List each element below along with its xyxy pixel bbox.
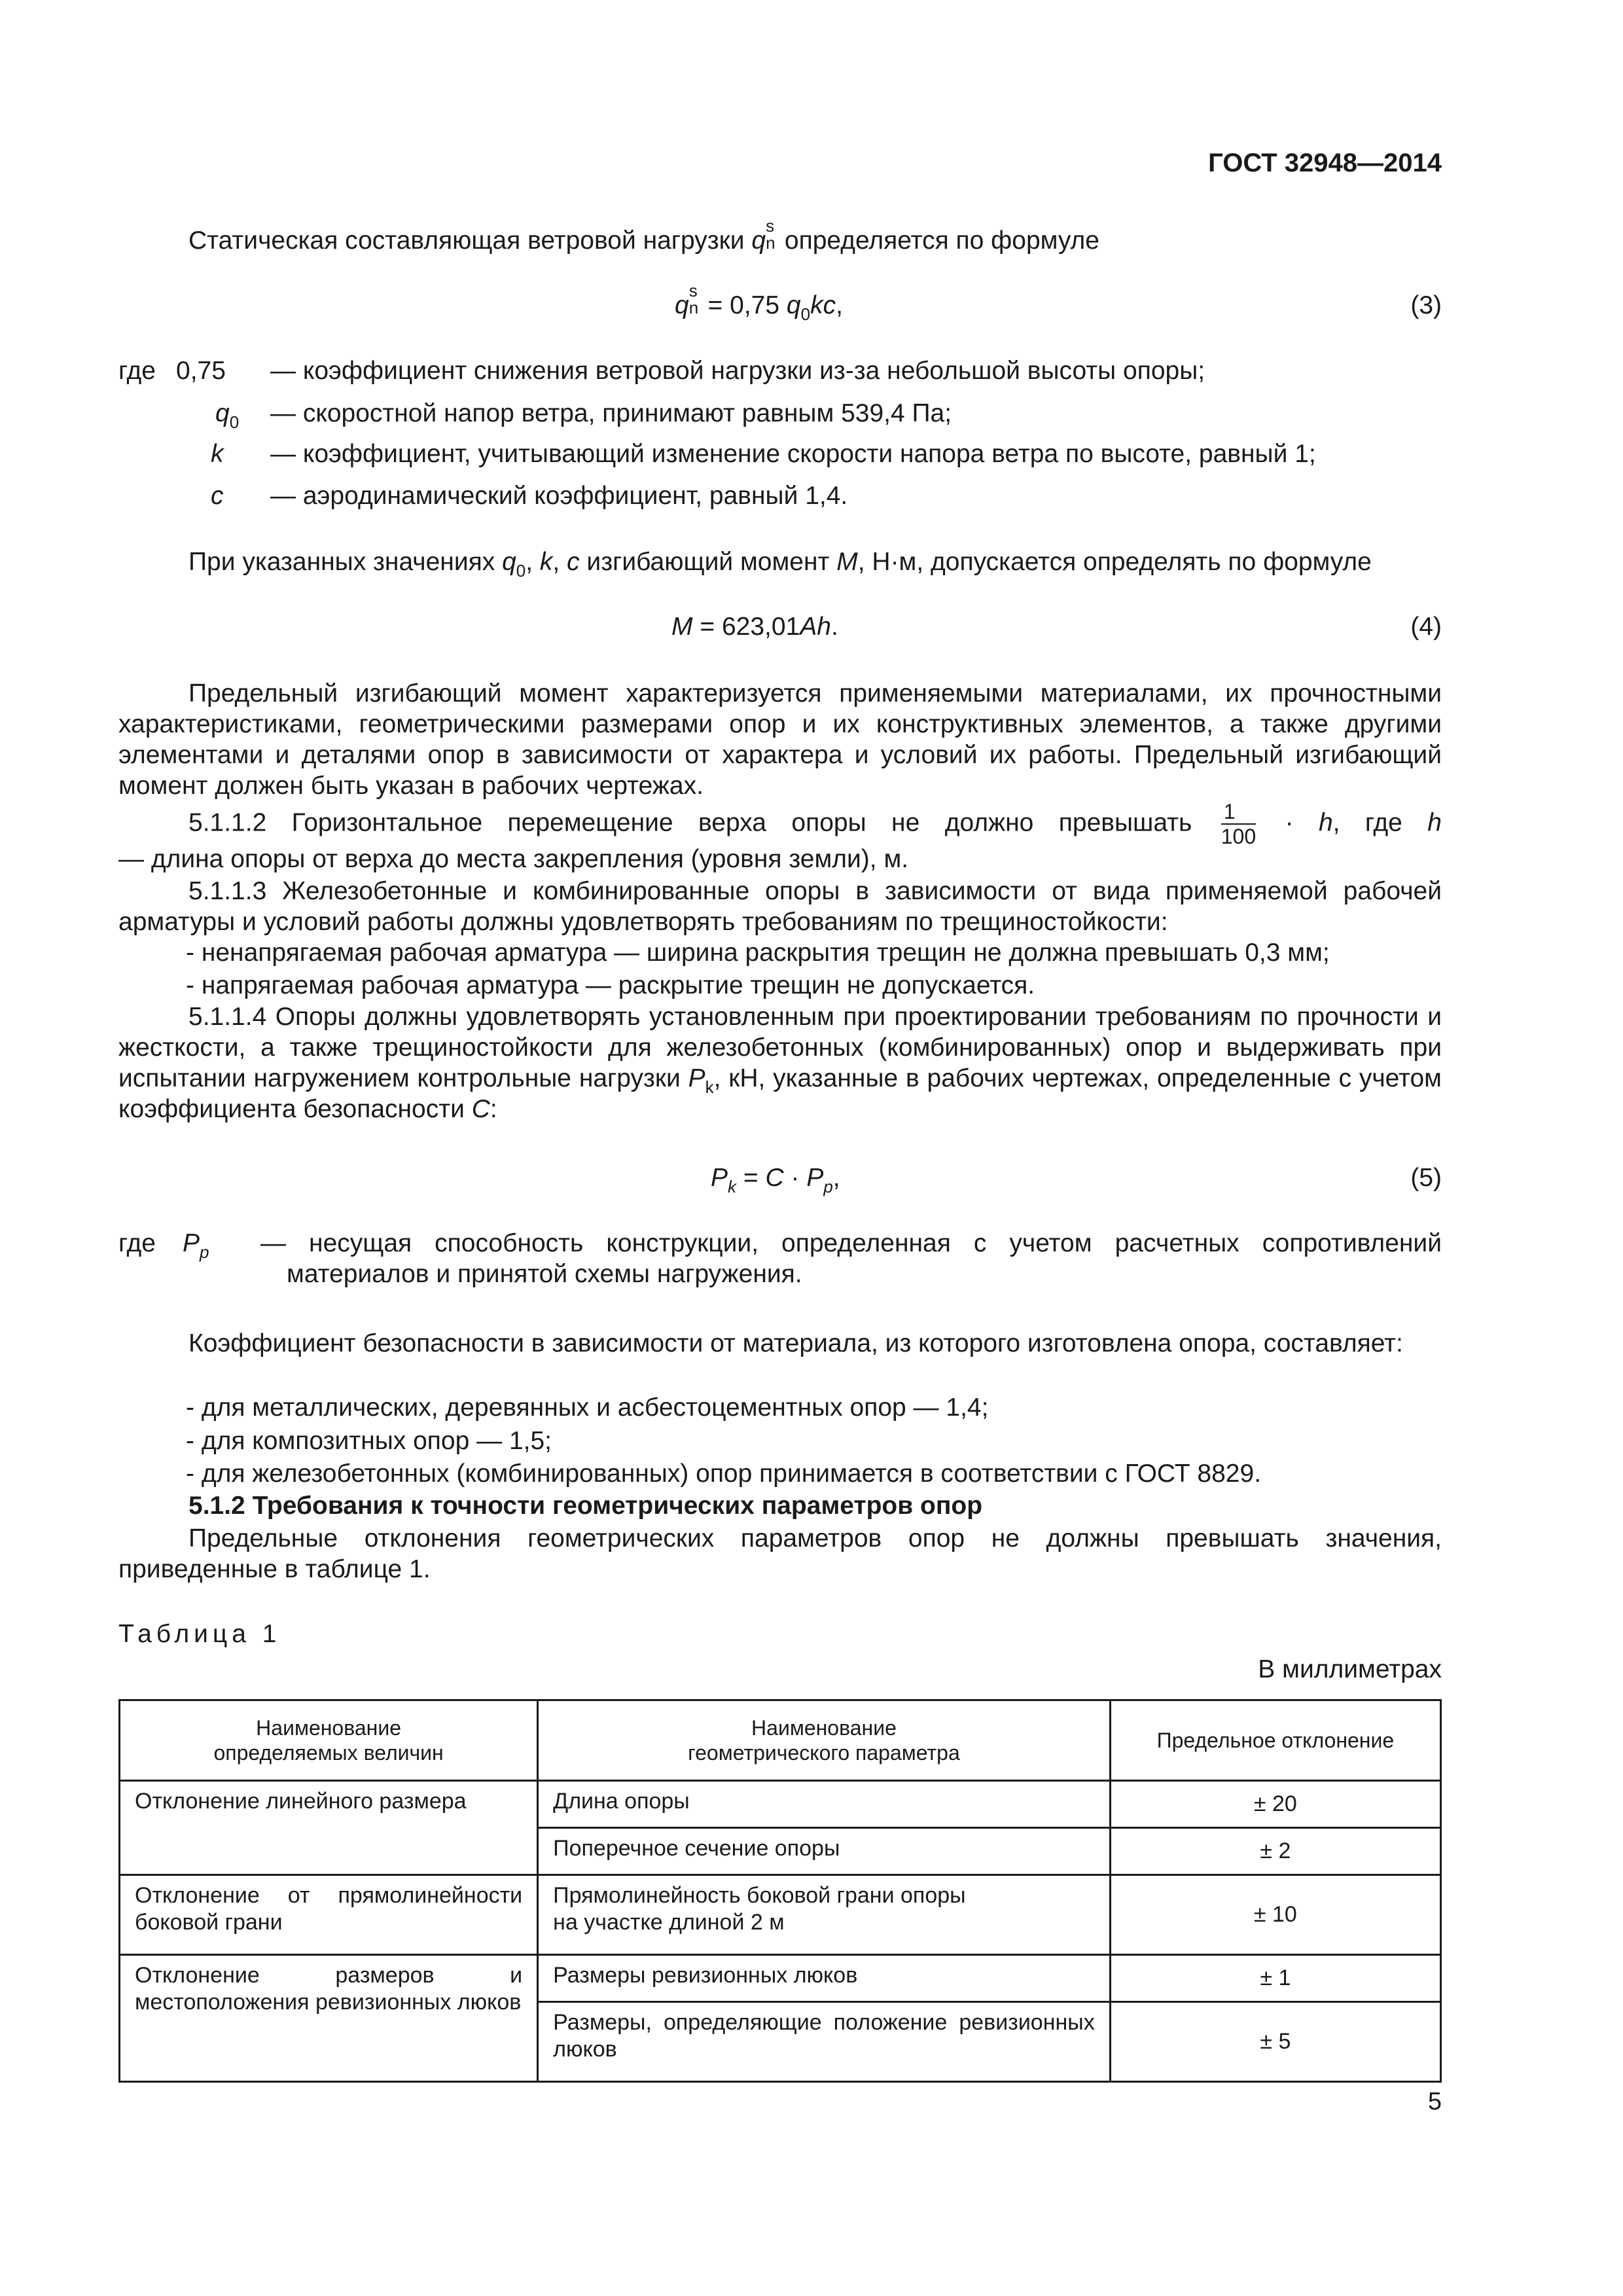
table-row bbox=[120, 1955, 1441, 2002]
table-cell: ± 20 bbox=[1110, 1781, 1440, 1828]
list-item: - для металлических, деревянных и асбестоцементных опор — 1,4; bbox=[186, 1393, 989, 1422]
table-cell: Отклонение размеров и местоположения ревизионных люков bbox=[120, 1955, 538, 2082]
paragraph-5-1-2: Предельные отклонения геометрических параметров опор не должны превышать значения, приведенные в таблице 1. bbox=[118, 1524, 1442, 1583]
list-item: - для железобетонных (комбинированных) опор принимается в соответствии с ГОСТ 8829. bbox=[186, 1460, 1262, 1488]
table-cell: Размеры, определяющие положение ревизионных люков bbox=[538, 2002, 1111, 2082]
clause-5-1-1-4: 5.1.1.4 Опоры должны удовлетворять установленным при проектировании требованиям по прочности и жесткости, а также трещиностойкости для железобетонных (комбинированных) опор и выдерживать при испытании нагружением контрольные нагрузки $P_k$, кН, указанные в рабочих чертежах, определенные с учетом коэффициента безопасности C: bbox=[118, 1003, 1442, 1123]
moment-intro-line: При указанных значениях $q_0$, k, c изгибающий момент M, Н·м, допускается определять по формуле bbox=[188, 548, 1372, 581]
formula-3-expression: q s n = 0,75 $q_0kc$, bbox=[675, 281, 843, 324]
formula-4-expression: M = 623,01Ah. bbox=[671, 613, 838, 641]
paragraph-moment: Предельный изгибающий момент характеризуется применяемыми материалами, их прочностными характеристиками, геометрическими размерами опор и их конструктивных элементов, а также другими элементами и деталями опор в зависимости от характера и условий их работы. Предельный изгибающий момент должен быть указан в рабочих чертежах. bbox=[118, 679, 1442, 800]
intro-text: Статическая составляющая ветровой нагрузки bbox=[188, 226, 745, 255]
fraction-1-100: $\frac{1}{100}$ bbox=[1221, 800, 1257, 848]
formula-5-number: (5) bbox=[1410, 1164, 1442, 1192]
formula-3-number: (3) bbox=[1410, 291, 1442, 319]
table-row bbox=[120, 1875, 1441, 1955]
formula-4 bbox=[118, 611, 1442, 644]
table-cell: Отклонение линейного размера bbox=[120, 1781, 538, 1875]
table-row bbox=[120, 1781, 1441, 1828]
column-header: Наименование определяемых величин bbox=[120, 1700, 538, 1781]
formula-5 bbox=[118, 1162, 1442, 1195]
clause-5-1-1-2-cont: — длина опоры от верха до места закрепления (уровня земли), м. bbox=[118, 845, 909, 873]
column-header: Наименование геометрического параметра bbox=[538, 1700, 1111, 1781]
table-cell: Длина опоры bbox=[538, 1781, 1111, 1828]
symbol-q-indices: s n bbox=[766, 216, 776, 253]
legend-3-row-1 bbox=[118, 355, 156, 386]
list-item: - напрягаемая рабочая арматура — раскрытие трещин не допускается. bbox=[186, 971, 1035, 999]
table-cell: Отклонение от прямолинейности боковой грани bbox=[120, 1875, 538, 1955]
page-header: ГОСТ 32948—2014 bbox=[1208, 149, 1442, 177]
clause-5-1-1-2: 5.1.1.2 Горизонтальное перемещение верха опоры не должно превышать $\frac{1}{100}$ · h, где h bbox=[188, 800, 1442, 848]
formula-4-number: (4) bbox=[1410, 613, 1442, 641]
table-caption: Таблица 1 bbox=[118, 1620, 281, 1648]
formula-3 bbox=[118, 281, 1442, 324]
table-cell: ± 5 bbox=[1110, 2002, 1440, 2082]
table-cell: Размеры ревизионных люков bbox=[538, 1955, 1111, 2002]
intro-text-after: определяется по формуле bbox=[784, 226, 1099, 255]
table-units: В миллиметрах bbox=[1258, 1655, 1442, 1683]
table-cell: ± 10 bbox=[1110, 1875, 1440, 1955]
section-heading-5-1-2: 5.1.2 Требования к точности геометрических параметров опор bbox=[188, 1492, 983, 1520]
list-item: - для композитных опор — 1,5; bbox=[186, 1427, 552, 1455]
table-cell: ± 1 bbox=[1110, 1955, 1440, 2002]
table-header-row bbox=[120, 1700, 1441, 1781]
formula-5-expression: $P_k = C \cdot P_p$, bbox=[711, 1164, 840, 1196]
table-cell: Прямолинейность боковой грани опоры на участке длиной 2 м bbox=[538, 1875, 1111, 1955]
table-cell: Поперечное сечение опоры bbox=[538, 1828, 1111, 1875]
list-item: - ненапрягаемая рабочая арматура — ширина раскрытия трещин не должна превышать 0,3 мм; bbox=[186, 939, 1330, 967]
where-label: где bbox=[118, 357, 156, 385]
intro-line bbox=[188, 216, 1099, 256]
table-cell: ± 2 bbox=[1110, 1828, 1440, 1875]
page-number: 5 bbox=[1427, 2088, 1442, 2115]
table-1 bbox=[118, 1699, 1442, 2083]
clause-5-1-1-3: 5.1.1.3 Железобетонные и комбинированные опоры в зависимости от вида применяемой рабочей арматуры и условий работы должны удовлетворять требованиям по трещиностойкости: bbox=[118, 877, 1442, 936]
symbol-q: q bbox=[751, 226, 766, 255]
column-header: Предельное отклонение bbox=[1110, 1700, 1440, 1781]
paragraph-coefficient: Коэффициент безопасности в зависимости от материала, из которого изготовлена опора, составляет: bbox=[188, 1329, 1403, 1357]
